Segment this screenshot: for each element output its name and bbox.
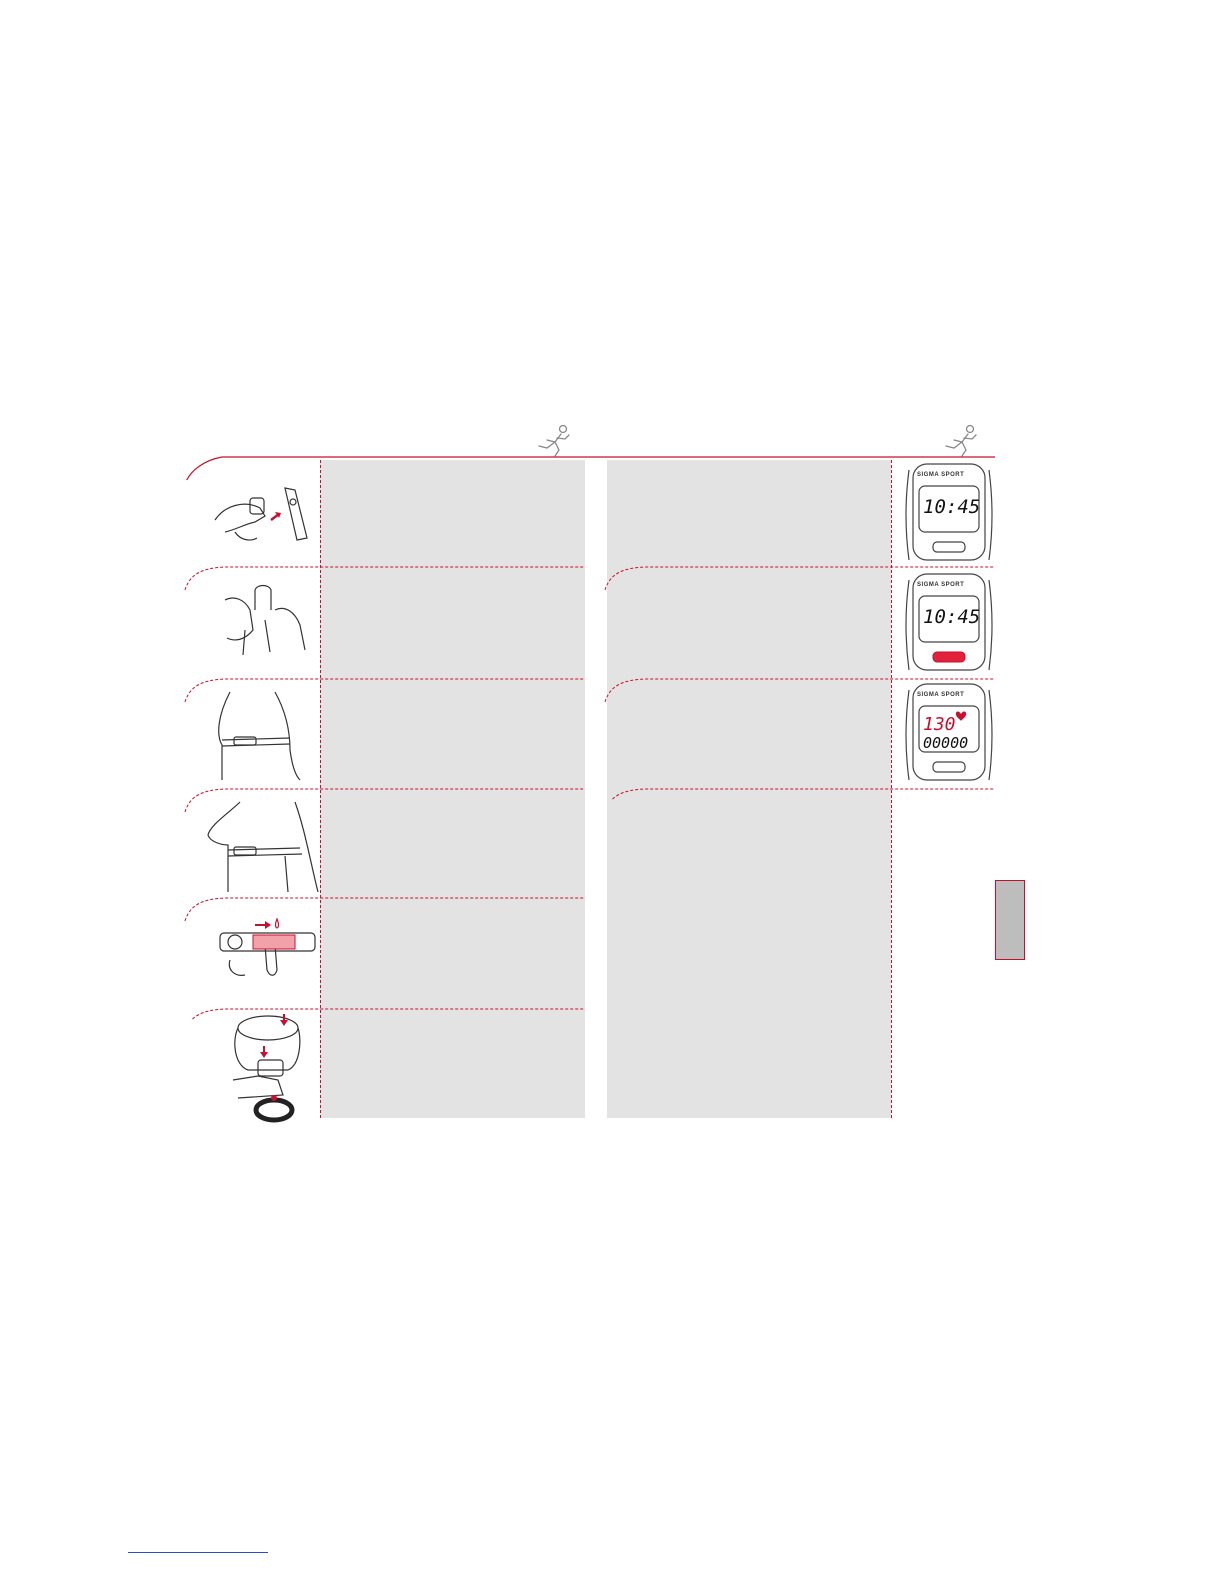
watch-brand-suffix: SPORT bbox=[941, 692, 965, 698]
chest-strap-male-illustration bbox=[210, 690, 320, 782]
footer-link-underline bbox=[128, 1552, 268, 1553]
watch-time-readout: 10:45 bbox=[923, 496, 981, 518]
runner-icon bbox=[940, 424, 984, 458]
chest-strap-female-illustration bbox=[200, 800, 320, 895]
moisten-electrodes-illustration bbox=[215, 915, 320, 985]
runner-icon bbox=[533, 424, 577, 458]
heart-rate-readout: 130 bbox=[923, 714, 956, 735]
watch-display-heart-rate bbox=[903, 680, 995, 785]
watch-display-time bbox=[903, 460, 995, 565]
section-tab bbox=[995, 880, 1025, 960]
strap-adjust-illustration bbox=[215, 580, 315, 655]
watch-time-readout: 10:45 bbox=[923, 606, 981, 628]
watch-brand-suffix: SPORT bbox=[941, 582, 965, 588]
watch-brand: SIGMA bbox=[917, 582, 939, 588]
watch-brand: SIGMA bbox=[917, 472, 939, 478]
counter-readout: 00000 bbox=[923, 734, 969, 752]
strap-transmitter-attach-illustration bbox=[205, 480, 315, 550]
watch-display-button bbox=[903, 570, 995, 675]
battery-cover-illustration bbox=[228, 1010, 318, 1125]
watch-brand-suffix: SPORT bbox=[941, 472, 965, 478]
watch-brand: SIGMA bbox=[917, 692, 939, 698]
header-rule bbox=[0, 0, 1224, 480]
